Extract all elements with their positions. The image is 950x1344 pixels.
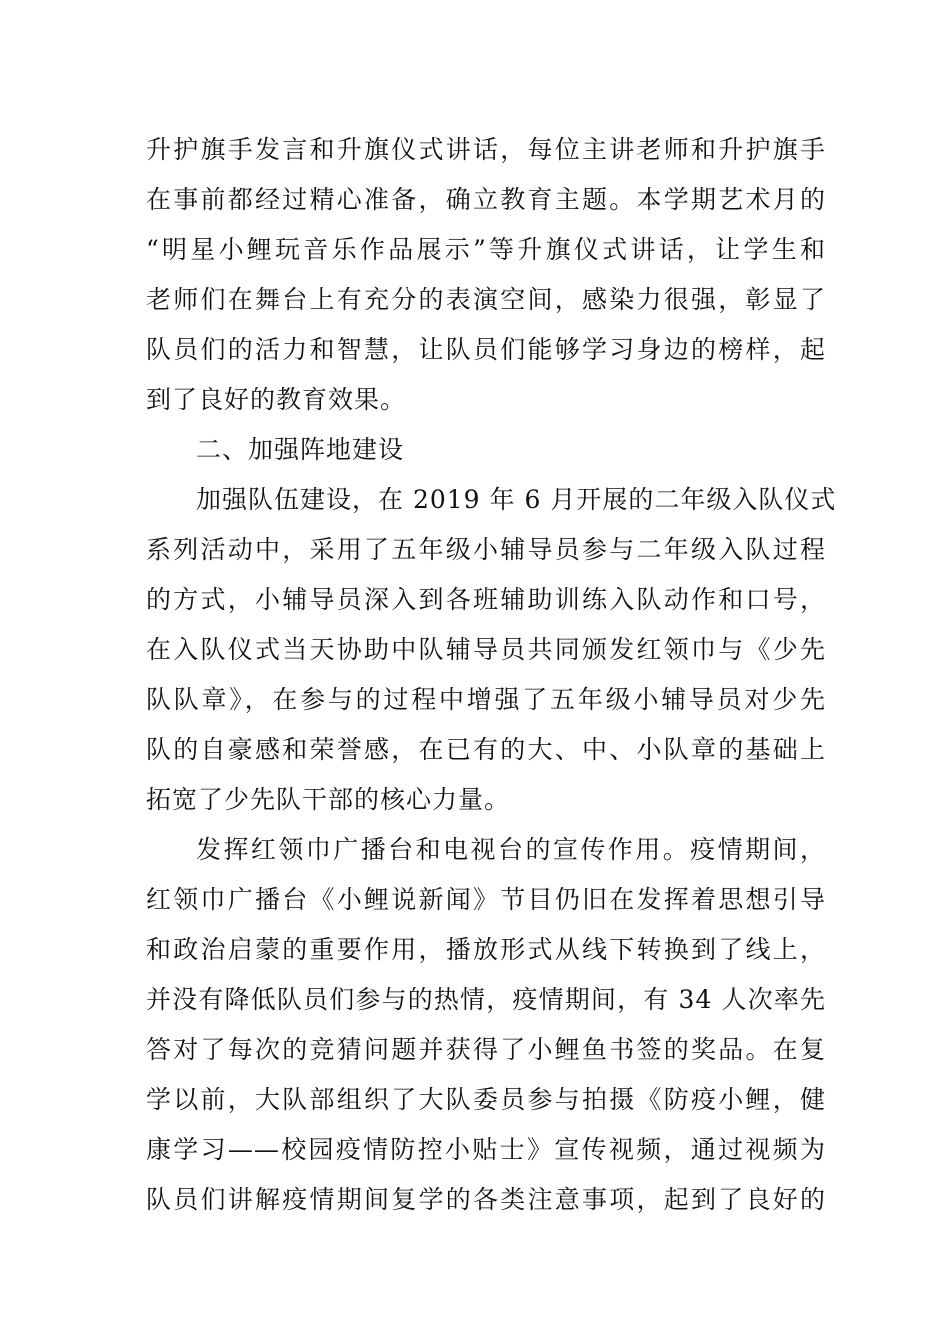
text-line: 答对了每次的竞猜问题并获得了小鲤鱼书签的奖品。在复 xyxy=(146,1035,826,1064)
section-heading: 二、加强阵地建设 xyxy=(196,435,405,464)
text-line: 队员们讲解疫情期间复学的各类注意事项，起到了良好的 xyxy=(146,1185,826,1214)
text-line: 并没有降低队员们参与的热情，疫情期间，有 34 人次率先 xyxy=(146,985,826,1014)
text-line: 队的自豪感和荣誉感，在已有的大、中、小队章的基础上 xyxy=(146,735,826,764)
text-line: 红领巾广播台《小鲤说新闻》节目仍旧在发挥着思想引导 xyxy=(146,885,826,914)
text-line: 和政治启蒙的重要作用，播放形式从线下转换到了线上， xyxy=(146,935,826,964)
text-line: 的方式，小辅导员深入到各班辅助训练入队动作和口号， xyxy=(146,585,826,614)
text-line: 升护旗手发言和升旗仪式讲话，每位主讲老师和升护旗手 xyxy=(146,135,826,164)
text-line: 在事前都经过精心准备，确立教育主题。本学期艺术月的 xyxy=(146,185,826,214)
paragraph-first-line: 加强队伍建设，在 2019 年 6 月开展的二年级入队仪式 xyxy=(196,485,837,514)
text-line: “明星小鲤玩音乐作品展示”等升旗仪式讲话，让学生和 xyxy=(146,235,826,264)
text-line: 康学习——校园疫情防控小贴士》宣传视频，通过视频为 xyxy=(146,1135,826,1164)
text-line: 在入队仪式当天协助中队辅导员共同颁发红领巾与《少先 xyxy=(146,635,826,664)
text-line: 到了良好的教育效果。 xyxy=(146,385,407,414)
text-line: 老师们在舞台上有充分的表演空间，感染力很强，彰显了 xyxy=(146,285,826,314)
text-line: 学以前，大队部组织了大队委员参与拍摄《防疫小鲤，健 xyxy=(146,1085,826,1114)
text-line: 系列活动中，采用了五年级小辅导员参与二年级入队过程 xyxy=(146,535,826,564)
text-line: 拓宽了少先队干部的核心力量。 xyxy=(146,785,511,814)
text-line: 队员们的活力和智慧，让队员们能够学习身边的榜样，起 xyxy=(146,335,826,364)
text-line: 队队章》，在参与的过程中增强了五年级小辅导员对少先 xyxy=(146,685,826,714)
paragraph-first-line: 发挥红领巾广播台和电视台的宣传作用。疫情期间， xyxy=(196,835,826,864)
